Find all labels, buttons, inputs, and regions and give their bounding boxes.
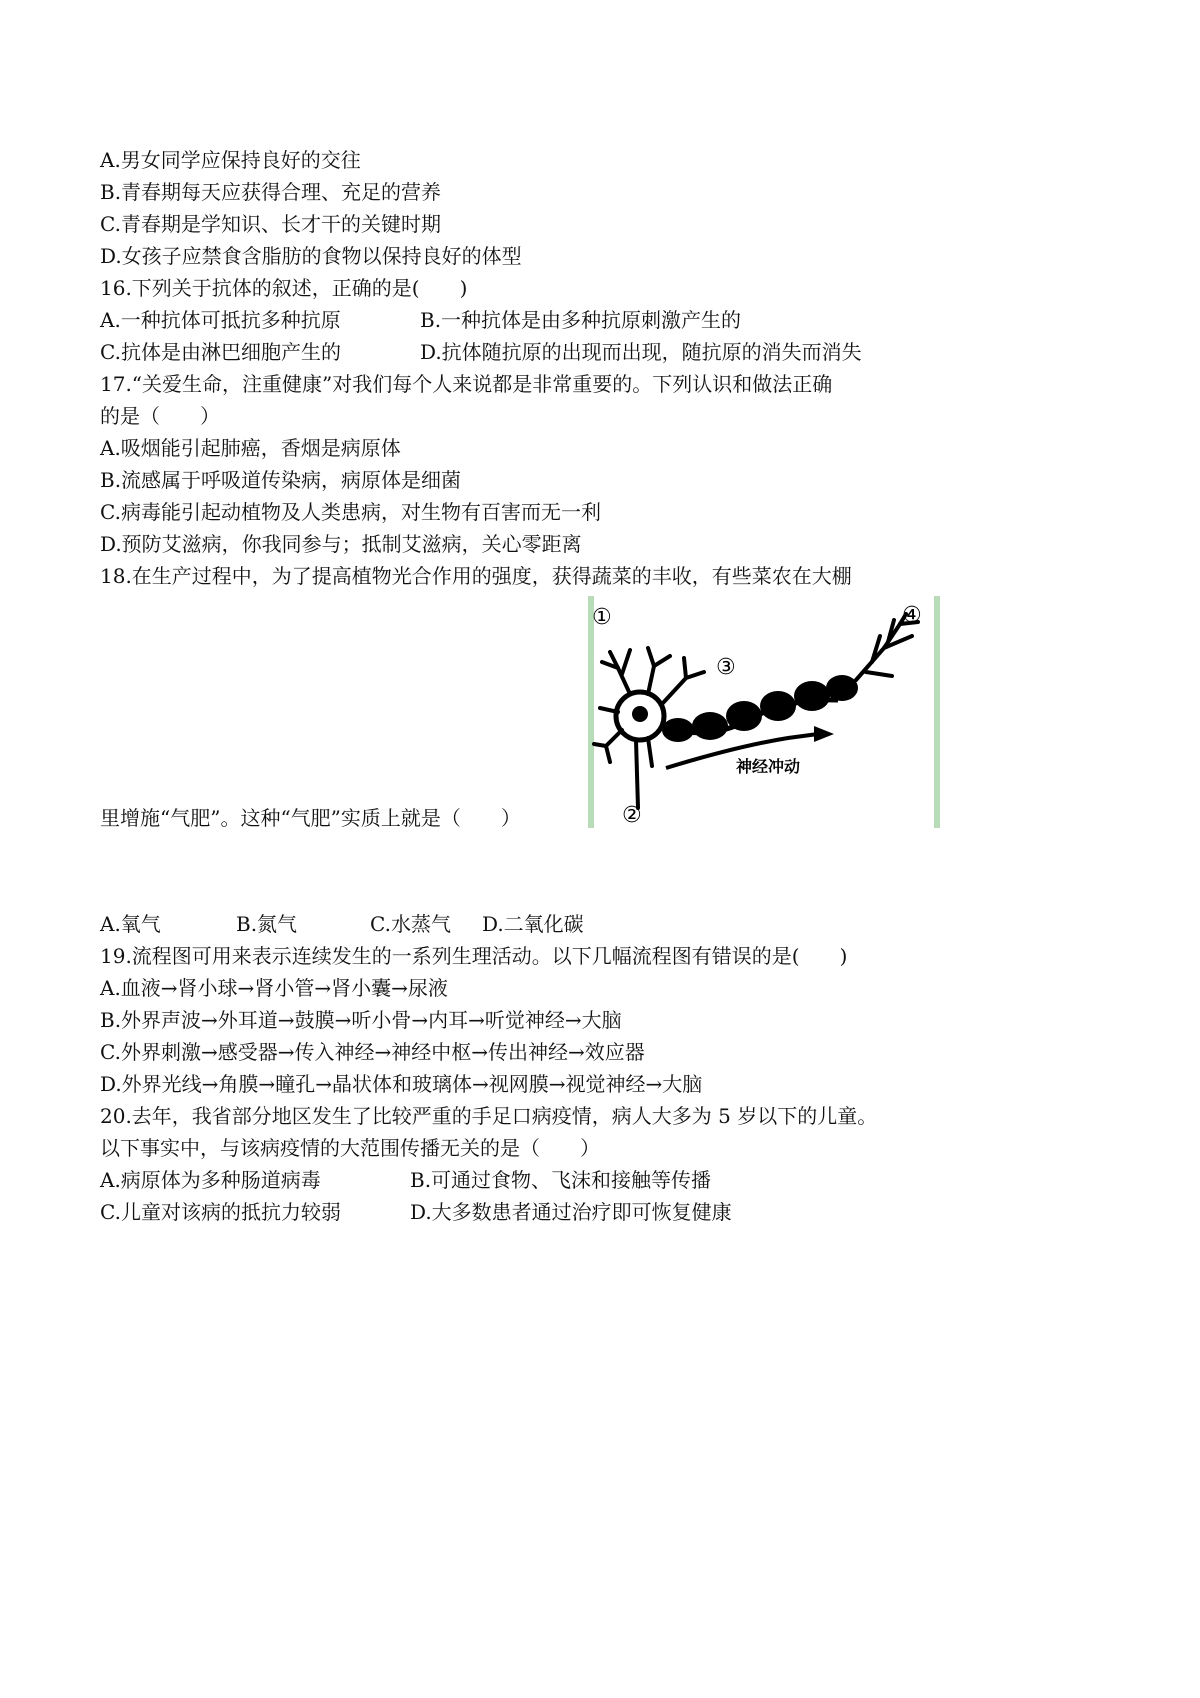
q18-option-c: C.水蒸气 [370,912,451,936]
q19-stem: 19.流程图可用来表示连续发生的一系列生理活动。以下几幅流程图有错误的是( ) [100,944,848,968]
q17-option-b: B.流感属于呼吸道传染病，病原体是细菌 [100,468,462,492]
q18-option-d: D.二氧化碳 [482,912,584,936]
q20-option-b: B.可通过食物、飞沫和接触等传播 [410,1168,712,1192]
q18-stem-line1: 18.在生产过程中，为了提高植物光合作用的强度，获得蔬菜的丰收，有些菜农在大棚 [100,564,852,588]
neuron-diagram [588,596,940,828]
q16-option-a: A.一种抗体可抵抗多种抗原 [100,308,341,332]
q15-option-c: C.青春期是学知识、长才干的关键时期 [100,212,441,236]
q19-option-c: C.外界刺激→感受器→传入神经→神经中枢→传出神经→效应器 [100,1040,645,1064]
nucleus [632,706,648,722]
label-3: ③ [716,655,736,680]
label-2: ② [622,803,642,828]
q15-option-b: B.青春期每天应获得合理、充足的营养 [100,180,442,204]
q16-stem: 16.下列关于抗体的叙述，正确的是( ) [100,276,468,300]
q18-option-a: A.氧气 [100,912,161,936]
q17-stem-line2: 的是（ ） [100,404,220,428]
q19-option-a: A.血液→肾小球→肾小管→肾小囊→尿液 [100,976,448,1000]
q15-option-d: D.女孩子应禁食含脂肪的食物以保持良好的体型 [100,244,522,268]
q16-options-row2 [100,338,1100,366]
q20-option-c: C.儿童对该病的抵抗力较弱 [100,1200,341,1224]
q15-option-a: A.男女同学应保持良好的交往 [100,148,361,172]
label-4: ④ [902,603,922,628]
label-1: ① [592,605,612,630]
q17-stem-line1: 17.“关爱生命，注重健康”对我们每个人来说都是非常重要的。下列认识和做法正确 [100,372,833,396]
q20-option-a: A.病原体为多种肠道病毒 [100,1168,321,1192]
impulse-arrow-head [814,726,834,742]
q19-option-d: D.外界光线→角膜→瞳孔→晶状体和玻璃体→视网膜→视觉神经→大脑 [100,1072,703,1096]
q18-option-b: B.氮气 [236,912,298,936]
q19-option-b: B.外界声波→外耳道→鼓膜→听小骨→内耳→听觉神经→大脑 [100,1008,622,1032]
q17-option-c: C.病毒能引起动植物及人类患病，对生物有百害而无一利 [100,500,601,524]
q18-stem-line2: 里增施“气肥”。这种“气肥”实质上就是（ ） [100,806,521,830]
q20-stem-line2: 以下事实中，与该病疫情的大范围传播无关的是（ ） [100,1136,600,1160]
q20-stem-line1: 20.去年，我省部分地区发生了比较严重的手足口病疫情，病人大多为 5 岁以下的儿童。 [100,1104,878,1128]
q20-options-row1 [100,1166,1100,1194]
q17-option-a: A.吸烟能引起肺癌，香烟是病原体 [100,436,401,460]
q16-option-c: C.抗体是由淋巴细胞产生的 [100,340,341,364]
q17-option-d: D.预防艾滋病，你我同参与；抵制艾滋病，关心零距离 [100,532,582,556]
neuron-drawing [588,596,940,828]
q16-options-row1 [100,306,1100,334]
q20-option-d: D.大多数患者通过治疗即可恢复健康 [410,1200,732,1224]
q20-options-row2 [100,1198,1100,1226]
q16-option-b: B.一种抗体是由多种抗原刺激产生的 [420,308,742,332]
impulse-caption: 神经冲动 [736,757,801,776]
q16-option-d: D.抗体随抗原的出现而出现，随抗原的消失而消失 [420,340,862,364]
